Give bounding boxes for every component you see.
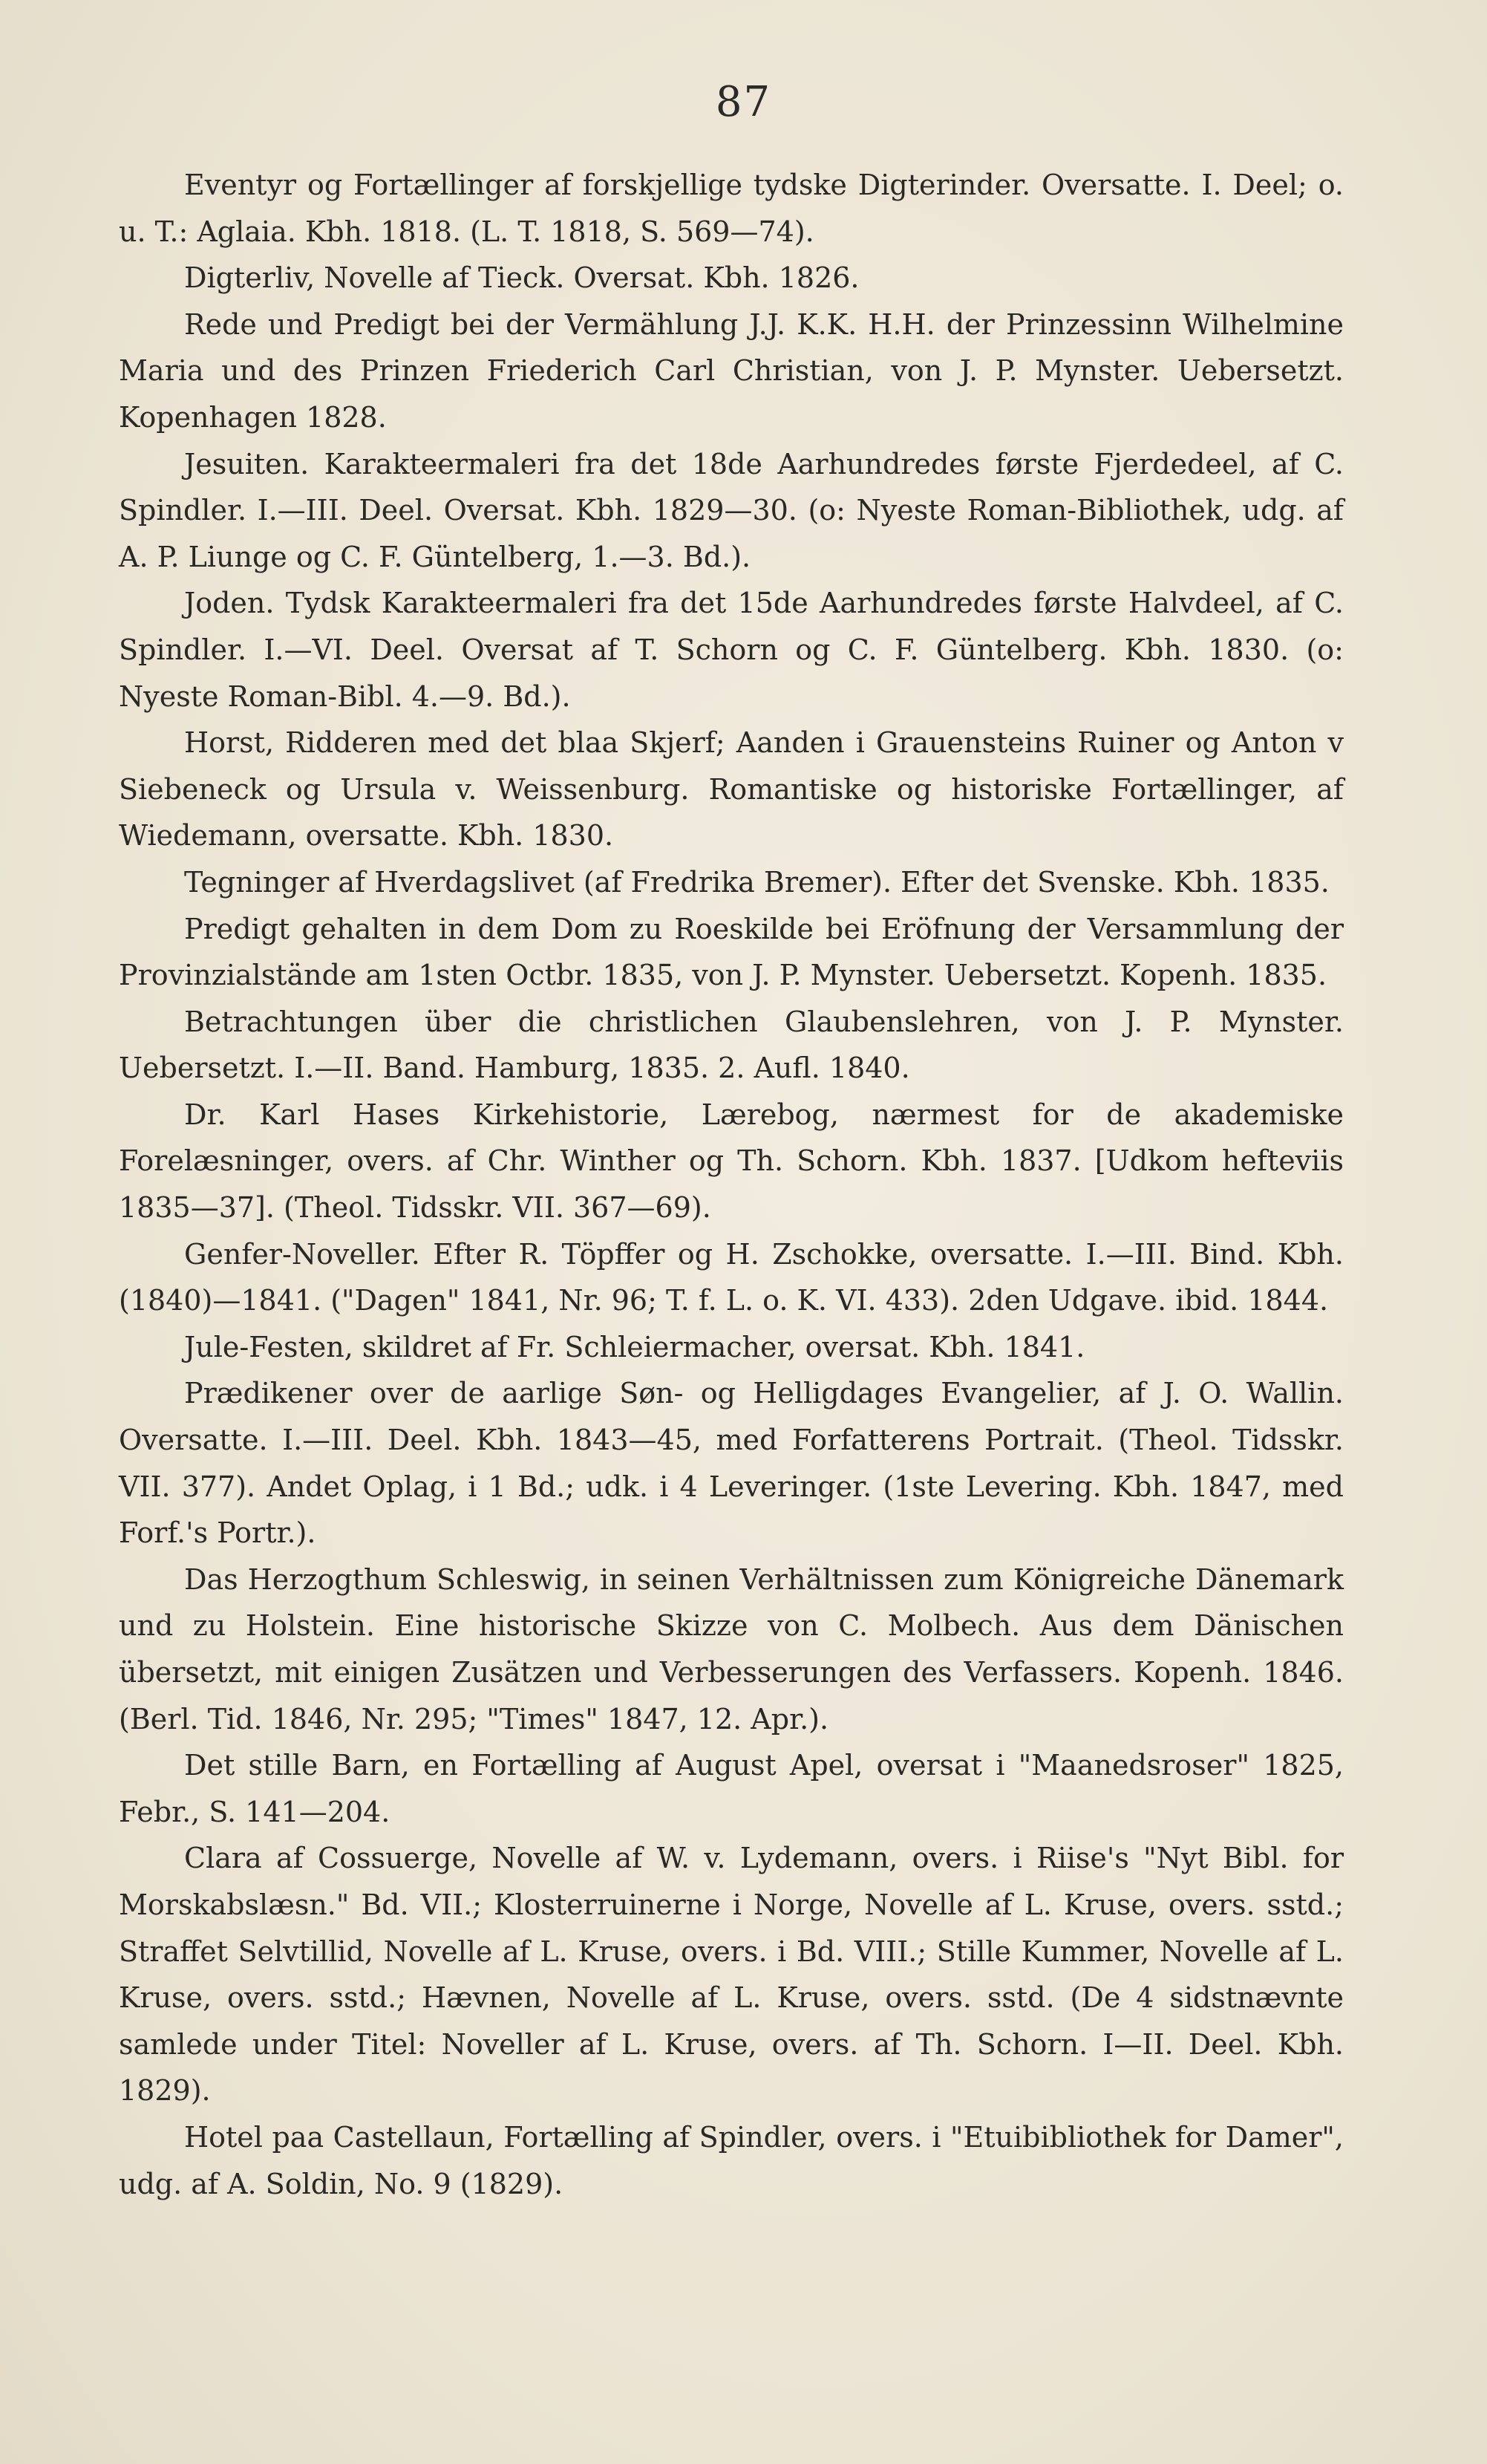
bibliography-entry: Tegninger af Hverdagslivet (af Fredrika Bremer). Efter det Svenske. Kbh. 1835. (184, 865, 1330, 899)
bibliography-entry: Hotel paa Castellaun, Fortælling af Spindler, overs. i "Etuibibliothek for Damer", udg. af A. Soldin, No. 9 (1829). (119, 2120, 1344, 2200)
bibliography-entry: Das Herzogthum Schleswig, in seinen Verhältnissen zum Königreiche Dänemark und zu Holstein. Eine historische Skizze von C. Molbech. Aus dem Dänischen übersetzt, mit einigen Zusätzen und Verbesserungen des Verfassers. Kopenh. 1846. (Berl. Tid. 1846, Nr. 295; "Times" 1847, 12. Apr.). (119, 1562, 1344, 1735)
bibliography-entry: Rede und Predigt bei der Vermählung J.J. K.K. H.H. der Prinzessinn Wilhelmine Maria und des Prinzen Friederich Carl Christian, von J. P. Mynster. Uebersetzt. Kopenhagen 1828. (119, 307, 1344, 434)
bibliography-entry: Jesuiten. Karakteermaleri fra det 18de Aarhundredes første Fjerdedeel, af C. Spindler. I.—III. Deel. Oversat. Kbh. 1829—30. (o: Nyeste Roman-Bibliothek, udg. af A. P. Liunge og C. F. Güntelberg, 1.—3. Bd.). (119, 447, 1344, 573)
bibliography-entry: Digterliv, Novelle af Tieck. Oversat. Kbh. 1826. (184, 261, 860, 295)
page-number: 87 (715, 78, 772, 126)
bibliography-text (119, 162, 1344, 2207)
bibliography-entry: Joden. Tydsk Karakteermaleri fra det 15de Aarhundredes første Halvdeel, af C. Spindler. I.—VI. Deel. Oversat af T. Schorn og C. F. Güntelberg. Kbh. 1830. (o: Nyeste Roman-Bibl. 4.—9. Bd.). (119, 587, 1344, 713)
bibliography-entry: Eventyr og Fortællinger af forskjellige tydske Digterinder. Oversatte. I. Deel; o. u. T.: Aglaia. Kbh. 1818. (L. T. 1818, S. 569—74). (119, 169, 1344, 248)
bibliography-entry: Prædikener over de aarlige Søn- og Helligdages Evangelier, af J. O. Wallin. Oversatte. I.—III. Deel. Kbh. 1843—45, med Forfatterens Portrait. (Theol. Tidsskr. VII. 377). Andet Oplag, i 1 Bd.; udk. i 4 Leveringer. (1ste Levering. Kbh. 1847, med Forf.'s Portr.). (119, 1377, 1344, 1550)
bibliography-entry: Predigt gehalten in dem Dom zu Roeskilde bei Eröfnung der Versammlung der Provinzialstände am 1sten Octbr. 1835, von J. P. Mynster. Uebersetzt. Kopenh. 1835. (119, 912, 1344, 992)
bibliography-entry: Betrachtungen über die christlichen Glaubenslehren, von J. P. Mynster. Uebersetzt. I.—II. Band. Hamburg, 1835. 2. Aufl. 1840. (119, 1005, 1344, 1085)
bibliography-entry: Clara af Cossuerge, Novelle af W. v. Lydemann, overs. i Riise's "Nyt Bibl. for Morskabslæsn." Bd. VII.; Klosterruinerne i Norge, Novelle af L. Kruse, overs. sstd.; Straffet Selvtillid, Novelle af L. Kruse, overs. i Bd. VIII.; Stille Kummer, Novelle af L. Kruse, overs. sstd.; Hævnen, Novelle af L. Kruse, overs. sstd. (De 4 sidstnævnte samlede under Titel: Noveller af L. Kruse, overs. af Th. Schorn. I—II. Deel. Kbh. 1829). (119, 1842, 1344, 2108)
bibliography-entry: Jule-Festen, skildret af Fr. Schleiermacher, oversat. Kbh. 1841. (184, 1330, 1085, 1363)
bibliography-entry: Det stille Barn, en Fortælling af August Apel, oversat i "Maanedsroser" 1825, Febr., S. 141—204. (119, 1749, 1344, 1828)
bibliography-entry: Dr. Karl Hases Kirkehistorie, Lærebog, nærmest for de akademiske Forelæsninger, overs. af Chr. Winther og Th. Schorn. Kbh. 1837. [Udkom hefteviis 1835—37]. (Theol. Tidsskr. VII. 367—69). (119, 1098, 1344, 1225)
bibliography-entry: Genfer-Noveller. Efter R. Töpffer og H. Zschokke, oversatte. I.—III. Bind. Kbh. (1840)—1841. ("Dagen" 1841, Nr. 96; T. f. L. o. K. VI. 433). 2den Udgave. ibid. 1844. (119, 1237, 1344, 1317)
bibliography-entry: Horst, Ridderen med det blaa Skjerf; Aanden i Grauensteins Ruiner og Anton v Siebeneck og Ursula v. Weissenburg. Romantiske og historiske Fortællinger, af Wiedemann, oversatte. Kbh. 1830. (119, 726, 1344, 853)
